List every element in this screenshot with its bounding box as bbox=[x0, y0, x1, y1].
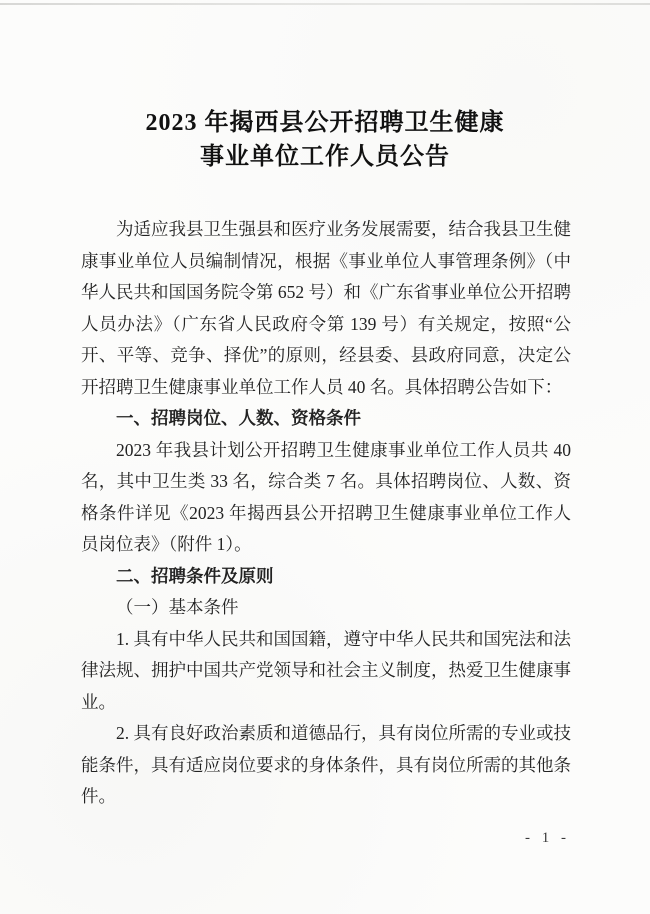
section-1-paragraph: 2023 年我县计划公开招聘卫生健康事业单位工作人员共 40 名，其中卫生类 33 名，综合类 7 名。具体招聘岗位、人数、资格条件详见《2023 年揭西县公开招聘卫生健康事业单位工作人员岗位表》（附件 1）。 bbox=[81, 439, 571, 554]
basic-condition-item-2: 2. 具有良好政治素质和道德品行，具有岗位所需的专业或技能条件，具有适应岗位要求的身体条件，具有岗位所需的其他条件。 bbox=[81, 723, 571, 806]
section-1-heading: 一、招聘岗位、人数、资格条件 bbox=[116, 408, 361, 428]
basic-conditions-subheading: （一）基本条件 bbox=[116, 597, 239, 617]
intro-paragraph: 为适应我县卫生强县和医疗业务发展需要，结合我县卫生健康事业单位人员编制情况，根据《事业单位人事管理条例》（中华人民共和国国务院令第 652 号）和《广东省事业单位公开招聘人员办法》（广东省人民政府令第 139 号）有关规定，按照“公开、平等、竞争、择优”的原则，经县委、县政府同意，决定公开招聘卫生健康事业单位工作人员 40 名。具体招聘公告如下： bbox=[81, 219, 571, 397]
document-title bbox=[0, 106, 650, 174]
page-number: - 1 - bbox=[525, 830, 570, 846]
scan-artifact-line bbox=[0, 3, 650, 5]
document-title-line1: 2023 年揭西县公开招聘卫生健康 bbox=[145, 110, 505, 136]
document-body bbox=[0, 214, 650, 813]
basic-condition-item-1: 1. 具有中华人民共和国国籍，遵守中华人民共和国宪法和法律法规、拥护中国共产党领导和社会主义制度，热爱卫生健康事业。 bbox=[81, 628, 571, 712]
section-2-heading: 二、招聘条件及原则 bbox=[116, 565, 274, 586]
document-title-line2: 事业单位工作人员公告 bbox=[200, 144, 450, 170]
